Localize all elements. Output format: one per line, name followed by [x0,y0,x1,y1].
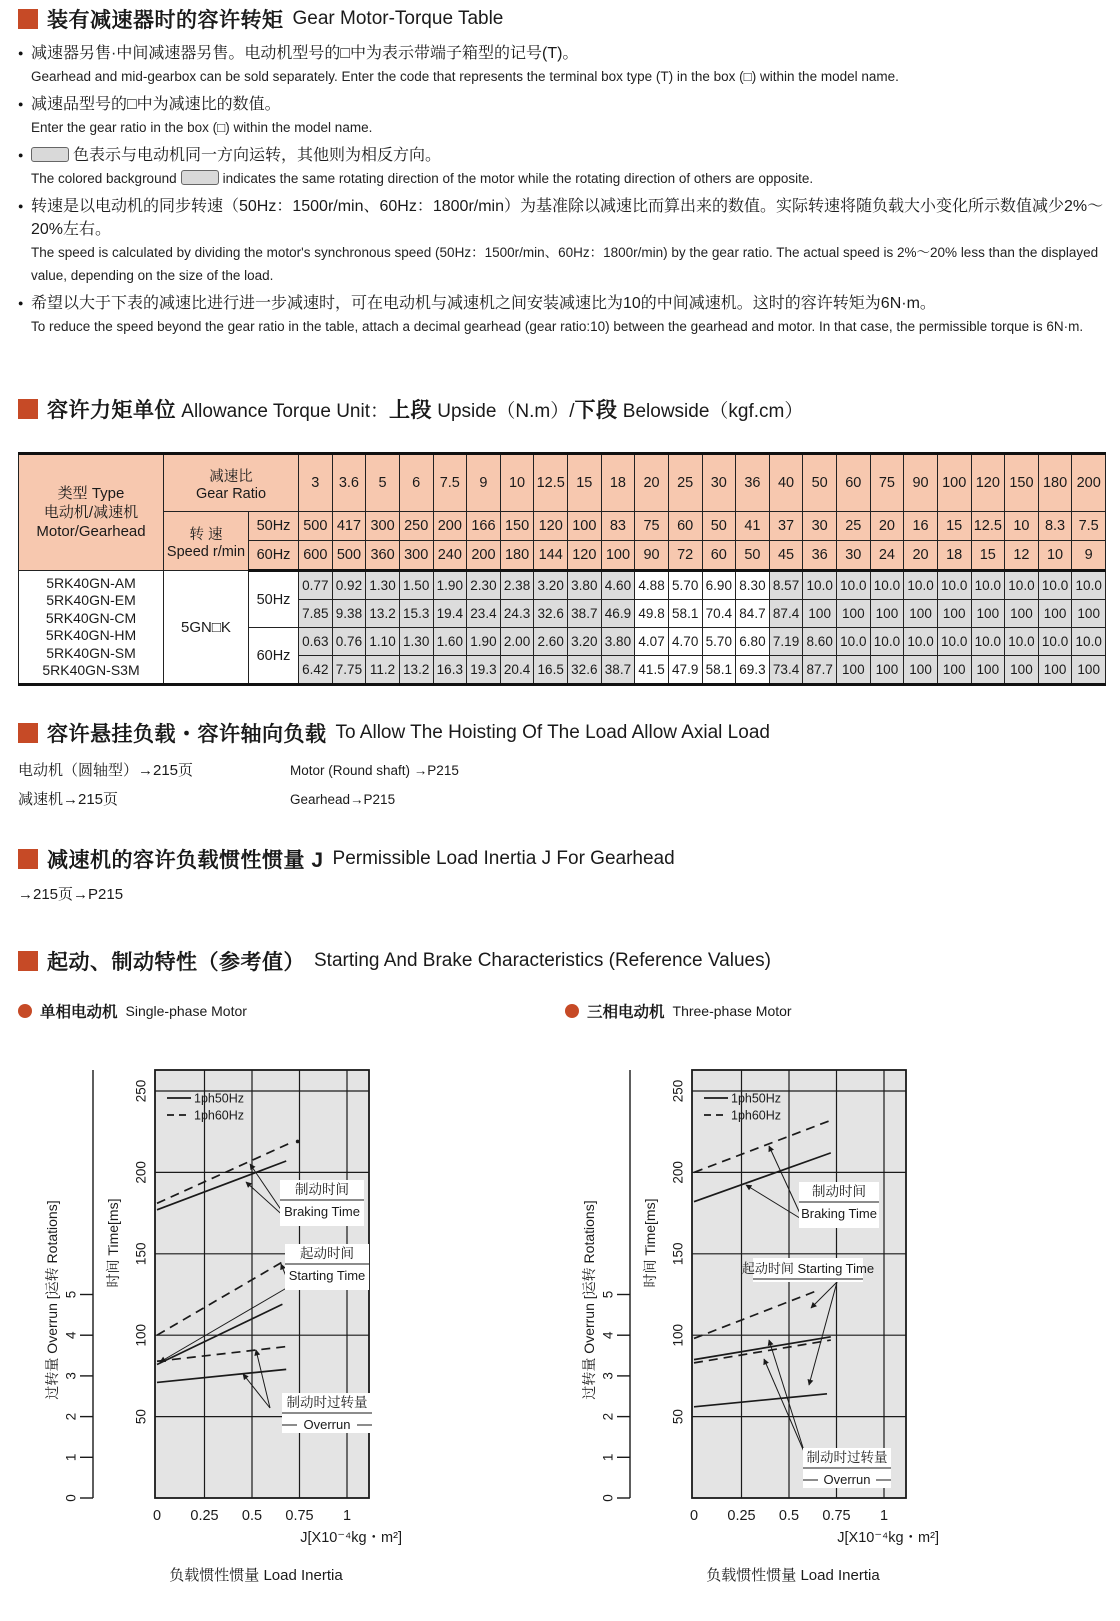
speed-cell: 500 [332,541,366,571]
torque-value-cell: 100 [1038,656,1072,685]
time-tick-label: 150 [133,1242,149,1266]
torque-value-cell: 10.0 [870,628,904,656]
time-tick-label: 100 [670,1323,686,1347]
heading-square-icon [18,9,38,29]
overrun-axis-label: 过转量 Overrun [运转 Rotations] [43,1200,60,1400]
bullet-circle-icon [18,1004,32,1018]
torque-value-cell: 58.1 [668,600,702,628]
overrun-tick-label: 5 [600,1290,616,1299]
torque-value-cell: 0.92 [332,571,366,600]
torque-value-cell: 1.30 [399,628,433,656]
time-tick-label: 50 [670,1409,686,1425]
axial-load-links [18,756,1106,814]
load-inertia-ref: →215页→P215 [18,886,124,903]
torque-value-cell: 100 [837,656,871,685]
torque-value-cell: 7.19 [769,628,803,656]
link-gearhead-zh: 减速机→215页 [18,791,119,808]
time-tick-label: 100 [133,1323,149,1347]
bullet-zh: 减速器另售·中间减速器另售。电动机型号的□中为表示带端子箱型的记号(T)。 [31,45,579,62]
torque-value-cell: 6.90 [702,571,736,600]
torque-value-cell: 2.00 [500,628,534,656]
ratio-header: 5 [366,454,400,512]
overrun-tick-label: 3 [63,1372,79,1380]
inertia-unit-label: J[X10⁻⁴kg・m²] [837,1530,939,1546]
torque-value-cell: 100 [971,656,1005,685]
torque-value-cell: 5.70 [702,628,736,656]
heading-square-icon [18,951,38,971]
inertia-tick-label: 1 [342,1508,352,1524]
inertia-tick-label: 0.5 [241,1508,263,1524]
speed-cell: 37 [769,512,803,541]
bullet-en: Gearhead and mid-gearbox can be sold separately. Enter the code that represents the terminal box type (T) in the box (□) within the model name. [31,69,899,84]
speed-cell: 41 [736,512,770,541]
time-tick-label: 200 [670,1161,686,1184]
link-gearhead-en: Gearhead→P215 [290,792,396,807]
speed-cell: 100 [568,512,602,541]
speed-cell: 75 [635,512,669,541]
torque-value-cell: 10.0 [904,628,938,656]
annotation-braking-time [280,1180,364,1226]
torque-value-cell: 1.30 [366,571,400,600]
torque-value-cell: 100 [904,600,938,628]
three-phase-chart-header: 三相电动机 Three-phase Motor [565,1000,792,1022]
overrun-tick-label: 4 [63,1331,79,1339]
speed-cell: 72 [668,541,702,571]
speed-cell: 200 [467,541,501,571]
torque-value-cell: 7.85 [299,600,333,628]
bullet-en: The speed is calculated by dividing the motor's synchronous speed (50Hz：1500r/min、60Hz：1800r/min) by the gear ratio. The actual speed is 2%～20% less than the displayed value, depending on the size of the load. [31,245,1099,283]
annotation-en: Braking Time [801,1206,877,1221]
speed-cell: 12.5 [971,512,1005,541]
torque-value-cell: 32.6 [534,600,568,628]
speed-cell: 300 [366,512,400,541]
annotation-overrun [803,1448,891,1488]
annotation-starting-time [742,1258,874,1282]
time-tick-label: 150 [670,1242,686,1266]
bullet-dot-icon: ● [18,48,24,58]
torque-value-cell: 100 [870,600,904,628]
speed-cell: 166 [467,512,501,541]
torque-value-cell: 8.57 [769,571,803,600]
ratio-header: 30 [702,454,736,512]
speed-cell: 8.3 [1038,512,1072,541]
heading-square-icon [18,399,38,419]
torque-value-cell: 2.30 [467,571,501,600]
ratio-header: 18 [601,454,635,512]
speed-cell: 60 [668,512,702,541]
same-direction-swatch [181,170,219,185]
bullet-text [31,292,1106,338]
annotation-en: Starting Time [288,1268,366,1283]
link-motor-en: Motor (Round shaft) →P215 [290,763,459,778]
torque-value-cell: 20.4 [500,656,534,685]
ratio-header: 50 [803,454,837,512]
section-axial-load-heading: 容许悬挂负载・容许轴向负载 To Allow The Hoisting Of The Load Allow Axial Load [18,718,1106,748]
bullet-zh: 减速品型号的□中为减速比的数值。 [31,96,281,113]
ratio-header: 20 [635,454,669,512]
section-gear-motor-torque-heading [18,4,1106,34]
torque-value-cell: 10.0 [803,571,837,600]
bullet-dot-icon: ● [18,99,24,109]
overrun-tick-label: 0 [63,1494,79,1502]
data-freq-cell: 50Hz [249,571,299,628]
torque-value-cell: 16.5 [534,656,568,685]
torque-value-cell: 38.7 [568,600,602,628]
torque-value-cell: 69.3 [736,656,770,685]
time-axis-label: 时间 Time[ms] [641,1198,658,1288]
annotation-zh: 制动时间 [295,1182,349,1197]
speed-cell: 7.5 [1072,512,1106,541]
torque-value-cell: 19.3 [467,656,501,685]
torque-value-cell: 5.70 [668,571,702,600]
torque-value-cell: 58.1 [702,656,736,685]
torque-value-cell: 100 [837,600,871,628]
torque-value-cell: 100 [1005,600,1039,628]
section-load-inertia-heading: 减速机的容许负载惯性惯量 J Permissible Load Inertia J For Gearhead [18,844,1106,874]
torque-value-cell: 46.9 [601,600,635,628]
torque-value-cell: 9.38 [332,600,366,628]
torque-value-cell: 70.4 [702,600,736,628]
annotation-overrun [282,1393,372,1433]
speed-cell: 25 [837,512,871,541]
torque-value-cell: 8.30 [736,571,770,600]
overrun-tick-label: 3 [600,1372,616,1380]
torque-value-cell: 100 [937,656,971,685]
torque-value-cell: 100 [1072,600,1106,628]
torque-value-cell: 47.9 [668,656,702,685]
gear-ratio-header: 减速比 Gear Ratio [164,454,299,512]
torque-value-cell: 100 [1072,656,1106,685]
three-phase-chart [537,1068,1074,1621]
overrun-tick-label: 2 [63,1412,79,1421]
ratio-header: 180 [1038,454,1072,512]
torque-value-cell: 4.70 [668,628,702,656]
torque-value-cell: 41.5 [635,656,669,685]
speed-cell: 18 [937,541,971,571]
heading-zh: 装有减速器时的容许转矩 [47,9,284,32]
ratio-header: 60 [837,454,871,512]
overrun-tick-label: 2 [600,1412,616,1421]
torque-value-cell: 23.4 [467,600,501,628]
time-axis-label: 时间 Time[ms] [104,1198,121,1288]
speed-cell: 120 [568,541,602,571]
inertia-tick-label: 0 [689,1508,699,1524]
torque-value-cell: 10.0 [870,571,904,600]
bullet-text [31,42,1106,88]
ratio-header: 10 [500,454,534,512]
torque-value-cell: 87.4 [769,600,803,628]
chart-canvas [0,1068,537,1621]
torque-value-cell: 1.10 [366,628,400,656]
bullet-zh: 色表示与电动机同一方向运转，其他则为相反方向。 [31,144,1106,167]
torque-value-cell: 13.2 [399,656,433,685]
series-end-dot [296,1140,300,1144]
ratio-header: 9 [467,454,501,512]
legend-label: 1ph60Hz [731,1108,782,1123]
torque-value-cell: 15.3 [399,600,433,628]
speed-cell: 150 [500,512,534,541]
torque-value-cell: 4.88 [635,571,669,600]
torque-value-cell: 10.0 [971,628,1005,656]
torque-value-cell: 10.0 [971,571,1005,600]
single-phase-chart-header: 单相电动机 Single-phase Motor [18,1000,247,1022]
torque-value-cell: 10.0 [937,628,971,656]
overrun-tick-label: 1 [63,1453,79,1462]
gearhead-cell: 5GN□K [164,571,249,685]
torque-value-cell: 100 [803,600,837,628]
ratio-header: 3.6 [332,454,366,512]
torque-value-cell: 87.7 [803,656,837,685]
speed-cell: 200 [433,512,467,541]
torque-value-cell: 10.0 [904,571,938,600]
inertia-tick-label: 0.75 [822,1508,851,1524]
overrun-tick-label: 4 [600,1331,616,1339]
time-tick-label: 200 [133,1161,149,1184]
heading-en: Gear Motor-Torque Table [292,8,504,29]
bullet-en: To reduce the speed beyond the gear ratio in the table, attach a decimal gearhead (gear ratio:10) between the gearhead and motor. In that case, the permissible torque is 6N·m. [31,319,1084,334]
speed-cell: 100 [601,541,635,571]
torque-value-cell: 6.80 [736,628,770,656]
bullet-item [18,144,1106,190]
speed-cell: 36 [803,541,837,571]
ratio-header: 7.5 [433,454,467,512]
torque-value-cell: 32.6 [568,656,602,685]
bullet-dot-icon: ● [18,150,24,160]
chart-canvas [537,1068,1074,1621]
torque-value-cell: 24.3 [500,600,534,628]
speed-cell: 10 [1038,541,1072,571]
annotation-zh: 起动时间 [300,1246,354,1261]
ratio-header: 75 [870,454,904,512]
speed-cell: 360 [366,541,400,571]
bullet-item [18,93,1106,139]
data-freq-cell: 60Hz [249,628,299,685]
time-tick-label: 250 [133,1079,149,1103]
inertia-tick-label: 0.25 [727,1508,756,1524]
speed-header: 转 速 Speed r/min [164,512,249,571]
annotation-zh: 制动时间 [812,1184,866,1199]
speed-cell: 10 [1005,512,1039,541]
torque-value-cell: 10.0 [1038,628,1072,656]
torque-value-cell: 84.7 [736,600,770,628]
bullet-en: Enter the gear ratio in the box (□) within the model name. [31,120,373,135]
torque-table [18,452,1106,686]
heading-square-icon [18,849,38,869]
torque-value-cell: 1.50 [399,571,433,600]
speed-cell: 180 [500,541,534,571]
torque-value-cell: 10.0 [837,628,871,656]
torque-value-cell: 2.38 [500,571,534,600]
speed-cell: 144 [534,541,568,571]
torque-value-cell: 10.0 [837,571,871,600]
bullet-text [31,144,1106,190]
annotation-en: Overrun [823,1472,871,1487]
annotation-en: Braking Time [284,1204,360,1219]
inertia-unit-label: J[X10⁻⁴kg・m²] [300,1530,402,1546]
torque-value-cell: 3.80 [568,571,602,600]
speed-cell: 24 [870,541,904,571]
notes-list [18,42,1106,343]
overrun-axis-label: 过转量 Overrun [运转 Rotations] [580,1200,597,1400]
inertia-tick-label: 0 [152,1508,162,1524]
bullet-item [18,42,1106,88]
speed-cell: 20 [870,512,904,541]
torque-value-cell: 0.63 [299,628,333,656]
torque-value-cell: 100 [937,600,971,628]
speed-cell: 15 [971,541,1005,571]
bullet-dot-icon: ● [18,298,24,308]
inertia-tick-label: 0.75 [285,1508,314,1524]
bullet-item [18,292,1106,338]
bullet-zh: 转速是以电动机的同步转速（50Hz：1500r/min、60Hz：1800r/min）为基准除以减速比而算出来的数值。实际转速将随负载大小变化所示数值减少2%～20%左右。 [31,198,1104,238]
torque-value-cell: 10.0 [1072,628,1106,656]
torque-value-cell: 100 [1005,656,1039,685]
inertia-tick-label: 1 [879,1508,889,1524]
speed-cell: 30 [803,512,837,541]
annotation-braking-time [799,1182,879,1228]
bullet-text [31,195,1106,287]
torque-value-cell: 100 [904,656,938,685]
bullet-dot-icon: ● [18,201,24,211]
single-phase-chart [0,1068,537,1621]
speed-cell: 250 [399,512,433,541]
load-inertia-caption: 负载惯性惯量 Load Inertia [706,1567,880,1584]
speed-cell: 50 [702,512,736,541]
legend-label: 1ph60Hz [194,1108,245,1123]
torque-value-cell: 1.90 [433,571,467,600]
heading-square-icon [18,723,38,743]
annotation-zh: 制动时过转量 [286,1395,368,1410]
table-col1-header: 类型 Type 电动机/减速机 Motor/Gearhead [19,454,164,571]
gear-motor-torque-table [18,452,1106,686]
annotation-label: 起动时间 Starting Time [741,1261,875,1276]
annotation-starting-time [285,1244,369,1290]
bullet-text [31,93,1106,139]
speed-cell: 45 [769,541,803,571]
speed-cell: 90 [635,541,669,571]
bullet-circle-icon [565,1004,579,1018]
speed-cell: 500 [299,512,333,541]
section-characteristics-heading: 起动、制动特性（参考值） Starting And Brake Characteristics (Reference Values) [18,946,1106,976]
annotation-en: Overrun [303,1417,351,1432]
inertia-tick-label: 0.5 [778,1508,800,1524]
torque-value-cell: 3.80 [601,628,635,656]
speed-cell: 15 [937,512,971,541]
ratio-header: 3 [299,454,333,512]
torque-value-cell: 0.76 [332,628,366,656]
torque-value-cell: 73.4 [769,656,803,685]
speed-cell: 50 [736,541,770,571]
speed-cell: 300 [399,541,433,571]
freq-header: 50Hz [249,512,299,541]
torque-value-cell: 100 [1038,600,1072,628]
torque-value-cell: 4.07 [635,628,669,656]
ratio-header: 120 [971,454,1005,512]
torque-value-cell: 16.3 [433,656,467,685]
heading-zh: 容许力矩单位 [47,399,176,422]
overrun-tick-label: 5 [63,1290,79,1299]
torque-value-cell: 100 [870,656,904,685]
torque-value-cell: 2.60 [534,628,568,656]
link-motor-zh: 电动机（圆轴型）→215页 [18,762,194,779]
speed-cell: 417 [332,512,366,541]
torque-value-cell: 8.60 [803,628,837,656]
speed-cell: 20 [904,541,938,571]
torque-value-cell: 38.7 [601,656,635,685]
torque-value-cell: 11.2 [366,656,400,685]
section-torque-unit-heading: 容许力矩单位 Allowance Torque Unit：上段 Upside（N.m）/下段 Belowside（kgf.cm） [18,394,1106,424]
torque-value-cell: 4.60 [601,571,635,600]
bullet-zh: 希望以大于下表的减速比进行进一步减速时，可在电动机与减速机之间安装减速比为10的中间减速机。这时的容许转矩为6N·m。 [31,295,936,312]
time-tick-label: 250 [670,1079,686,1103]
load-inertia-caption: 负载惯性惯量 Load Inertia [169,1567,343,1584]
speed-cell: 12 [1005,541,1039,571]
torque-value-cell: 10.0 [1072,571,1106,600]
torque-value-cell: 0.77 [299,571,333,600]
ratio-header: 25 [668,454,702,512]
ratio-header: 150 [1005,454,1039,512]
legend-label: 1ph50Hz [194,1091,245,1106]
legend-label: 1ph50Hz [731,1091,782,1106]
torque-value-cell: 10.0 [937,571,971,600]
annotation-zh: 制动时过转量 [806,1450,888,1465]
torque-value-cell: 3.20 [568,628,602,656]
torque-value-cell: 1.60 [433,628,467,656]
time-tick-label: 50 [133,1409,149,1425]
inertia-tick-label: 0.25 [190,1508,219,1524]
bullet-item [18,195,1106,287]
speed-cell: 16 [904,512,938,541]
speed-cell: 600 [299,541,333,571]
ratio-header: 40 [769,454,803,512]
torque-value-cell: 49.8 [635,600,669,628]
torque-value-cell: 13.2 [366,600,400,628]
ratio-header: 6 [399,454,433,512]
ratio-header: 36 [736,454,770,512]
torque-value-cell: 10.0 [1005,571,1039,600]
torque-value-cell: 1.90 [467,628,501,656]
speed-cell: 83 [601,512,635,541]
torque-value-cell: 10.0 [1038,571,1072,600]
overrun-tick-label: 1 [600,1453,616,1462]
speed-cell: 120 [534,512,568,541]
torque-value-cell: 3.20 [534,571,568,600]
bullet-en: The colored background indicates the same rotating direction of the motor while the rotating direction of others are opposite. [31,171,814,186]
ratio-header: 100 [937,454,971,512]
torque-value-cell: 19.4 [433,600,467,628]
ratio-header: 12.5 [534,454,568,512]
torque-value-cell: 10.0 [1005,628,1039,656]
overrun-tick-label: 0 [600,1494,616,1502]
model-list-cell: 5RK40GN-AM 5RK40GN-EM 5RK40GN-CM 5RK40GN-HM 5RK40GN-SM 5RK40GN-S3M [19,571,164,685]
torque-value-cell: 6.42 [299,656,333,685]
ratio-header: 90 [904,454,938,512]
freq-header: 60Hz [249,541,299,571]
speed-cell: 9 [1072,541,1106,571]
ratio-header: 15 [568,454,602,512]
speed-cell: 30 [837,541,871,571]
torque-value-cell: 7.75 [332,656,366,685]
speed-cell: 60 [702,541,736,571]
same-direction-swatch [31,147,69,162]
speed-cell: 240 [433,541,467,571]
torque-value-cell: 100 [971,600,1005,628]
ratio-header: 200 [1072,454,1106,512]
